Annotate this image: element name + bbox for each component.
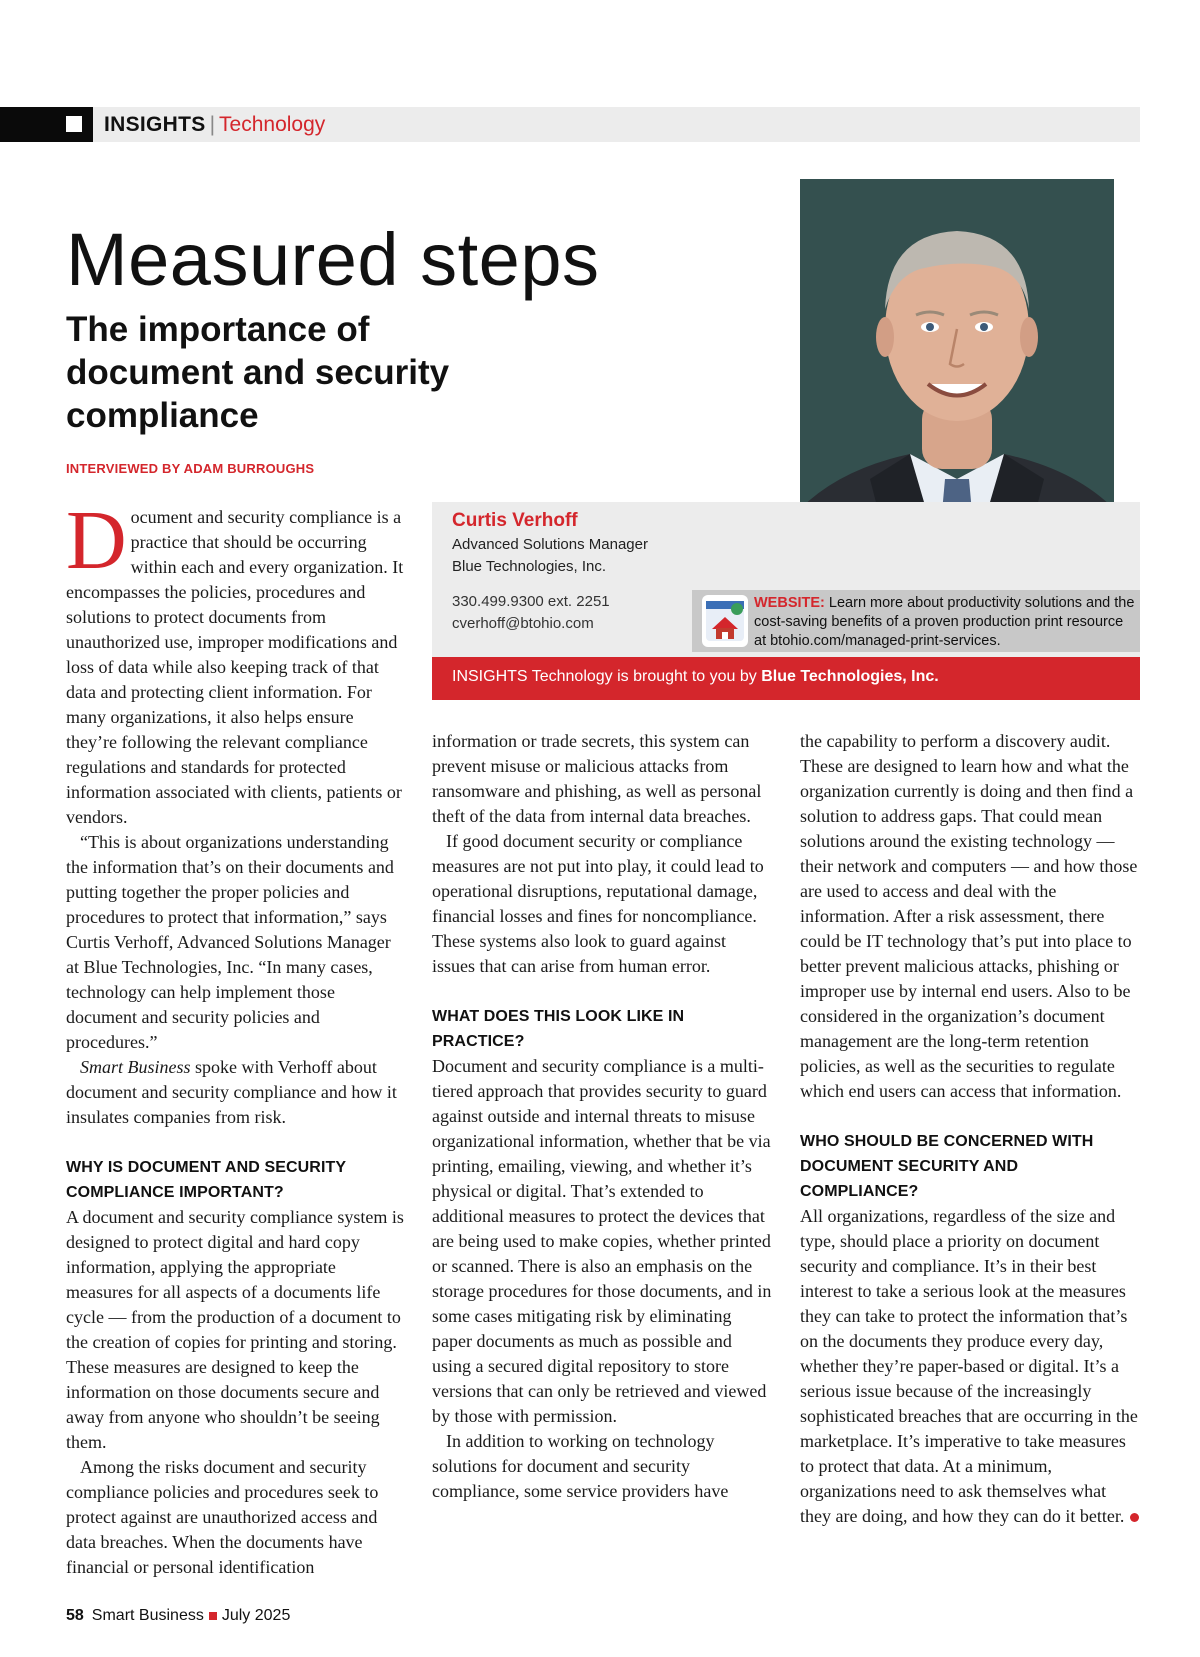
page-number: 58 [66, 1607, 84, 1624]
body-paragraph-2: “This is about organizations understanding the information that’s on their documents and putting together the proper policies and procedures to protect that information,” says Curtis Verhoff, Advanced Solutions Manager at Blue Technologies, Inc. “In many cases, technology can help implement those document and security policies and procedures.” [66, 832, 394, 1052]
body-paragraph-1-text: ocument and security compliance is a practice that should be occurring within each and every organization. It encompasses the policies, procedures and solutions to protect documents from unauthorized use, improper modifications and loss of data while also keeping track of that data and protecting client information. For many organizations, it also helps ensure they’re following the relevant compliance regulations and standards for protected information associated with clients, patients or vendors. [66, 507, 404, 827]
body-paragraph-7: If good document security or compliance measures are not put into play, it could lead to operational disruptions, reputational damage, financial losses and fines for noncompliance. These systems also look to guard against issues that can arise from human error. [432, 831, 764, 976]
body-paragraph-11-text: All organizations, regardless of the size and type, should place a priority on document security and compliance. It’s in their best interest to take a serious look at the measures they can take to protect the information that’s on the documents they produce every day, whether they’re paper-based or digital. It’s a serious issue because of the increasingly sophisticated breaches that are occurring in the marketplace. It’s imperative to take measures to protect that data. At a minimum, organizations need to ask themselves what they are doing, and how they can do it better. [800, 1206, 1138, 1526]
section-header-bar [0, 107, 1140, 142]
publication-name-italic: Smart Business [80, 1057, 191, 1077]
sponsor-text [452, 668, 939, 686]
website-label: WEBSITE: [754, 595, 825, 611]
sponsor-name: Blue Technologies, Inc. [761, 668, 939, 685]
article-column-3 [800, 729, 1140, 1529]
section-name: INSIGHTS [104, 113, 206, 136]
footer-date: July 2025 [221, 1607, 291, 1624]
body-paragraph-11 [800, 1204, 1140, 1529]
article-column-2 [432, 729, 772, 1504]
article-subtitle: The importance of document and security compliance [66, 310, 450, 435]
article-title: Measured steps [66, 218, 600, 301]
section-separator: | [209, 113, 216, 136]
section-heading-3: WHO SHOULD BE CONCERNED WITH DOCUMENT SECURITY AND COMPLIANCE? [800, 1133, 1094, 1200]
body-paragraph-5: Among the risks document and security compliance policies and procedures seek to protect against are unauthorized access and data breaches. When the documents have financial or personal identification [66, 1457, 379, 1577]
profile-title: Advanced Solutions Manager [452, 536, 648, 553]
section-heading-1: WHY IS DOCUMENT AND SECURITY COMPLIANCE IMPORTANT? [66, 1159, 346, 1201]
footer-square-icon [209, 1612, 217, 1620]
header-black-block [0, 107, 93, 142]
body-paragraph-6: information or trade secrets, this system can prevent misuse or malicious attacks from ransomware and phishing, as well as personal theft of the data from internal data breaches. [432, 731, 762, 826]
sponsor-banner [432, 657, 1140, 700]
body-paragraph-4: A document and security compliance system is designed to protect digital and hard copy information, applying the appropriate measures for all aspects of a documents life cycle — from the production of a document to the creation of copies for printing and storing. These measures are designed to keep the information on those documents secure and away from anyone who shouldn’t be seeing them. [66, 1207, 404, 1452]
website-description [754, 594, 1138, 651]
body-paragraph-3-text: spoke with Verhoff about document and security compliance and how it insulates companies from risk. [66, 1057, 397, 1127]
footer-publication: Smart Business [91, 1607, 204, 1624]
body-paragraph-10: the capability to perform a discovery audit. These are designed to learn how and what the organization currently is doing and then find a solution to address gaps. That could mean solutions around the existing technology — their network and computers — and how those are used to access and deal with the information. After a risk assessment, there could be IT technology that’s put into place to better prevent malicious attacks, phishing or improper use by internal end users. Also to be considered in the organization’s document management are the long-term retention policies, as well as the securities to regulate which end users can access that information. [800, 731, 1138, 1101]
end-mark-icon [1130, 1513, 1139, 1522]
body-paragraph-3 [66, 1055, 406, 1130]
body-paragraph-1 [66, 494, 406, 830]
website-house-icon [702, 595, 748, 647]
article-column-1 [66, 494, 406, 1580]
page-footer [66, 1607, 290, 1625]
profile-phone: 330.499.9300 ext. 2251 [452, 593, 610, 610]
sponsor-prefix: INSIGHTS Technology is brought to you by [452, 668, 757, 685]
body-paragraph-9: In addition to working on technology solutions for document and security compliance, some service providers have [432, 1431, 729, 1501]
portrait-photo [800, 179, 1114, 557]
profile-name: Curtis Verhoff [452, 510, 578, 531]
section-category: Technology [219, 113, 326, 136]
profile-company: Blue Technologies, Inc. [452, 558, 606, 575]
portrait-illustration [800, 179, 1114, 557]
section-heading-2: WHAT DOES THIS LOOK LIKE IN PRACTICE? [432, 1008, 685, 1050]
section-label [104, 113, 325, 137]
article-byline: INTERVIEWED BY ADAM BURROUGHS [66, 461, 315, 476]
body-paragraph-8: Document and security compliance is a multi-tiered approach that provides security to guard against outside and internal threats to misuse organizational information, whether that be via printing, emailing, viewing, and whether it’s physical or digital. That’s extended to additional measures to protect the devices that are being used to make copies, whether printed or scanned. There is also an emphasis on the storage procedures for those documents, and in some cases mitigating risk by eliminating paper documents as much as possible and using a secured digital repository to store versions that can only be retrieved and viewed by those with permission. [432, 1056, 772, 1426]
profile-email[interactable]: cverhoff@btohio.com [452, 615, 594, 632]
website-house-graphic [702, 595, 748, 647]
website-callout [692, 590, 1140, 652]
drop-cap: D [66, 494, 127, 587]
square-icon [66, 116, 82, 132]
website-text: Learn more about productivity solutions and the cost-saving benefits of a proven production print resource at btohio.com/managed-print-services. [754, 595, 1135, 649]
